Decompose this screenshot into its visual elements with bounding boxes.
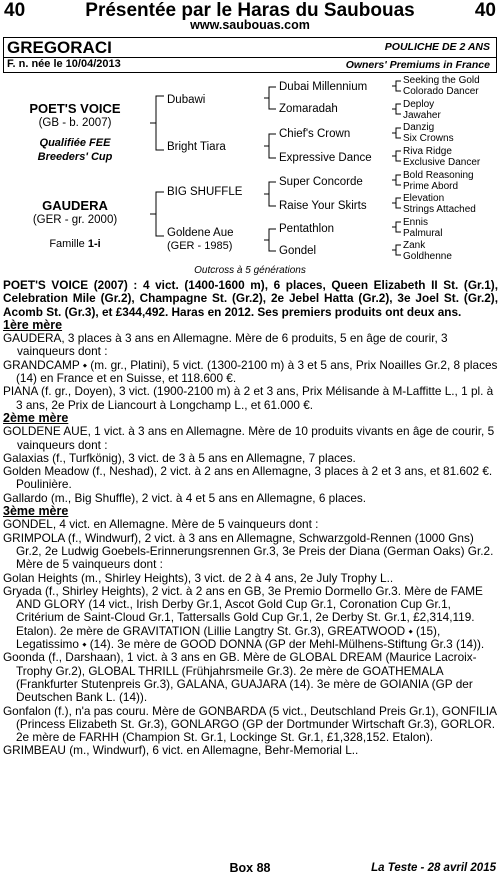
horse-birth: F. n. née le 10/04/2013 [7, 58, 121, 70]
produce-piana: PIANA (f. gr., Doyen), 3 vict. (1900-2100 m) à 2 et 3 ans, Prix Mélisande à M-Laffitte L., 1 pl. à 3 ans, 2e Prix de Liancourt à Longchamp L., et 61.000 €. [3, 384, 494, 412]
gen3-3: Chief's Crown [279, 128, 351, 140]
page-title: Présentée par le Haras du Saubouas [85, 0, 415, 21]
gen4-10: Prime Abord [403, 181, 459, 192]
sire-info: (GB - b. 2007) [38, 117, 112, 129]
lot-number-right: 40 [474, 0, 496, 21]
gen4-6: Six Crowns [403, 133, 454, 144]
sale-place-date: La Teste - 28 avril 2015 [371, 862, 496, 874]
page-header [0, 0, 500, 36]
gen4-8: Exclusive Dancer [403, 157, 481, 168]
gen4-2: Colorado Dancer [403, 86, 479, 97]
owner-premiums-note: Owners' Premiums in France [345, 59, 490, 71]
lot-number-left: 40 [4, 0, 26, 21]
box-number: Box 88 [229, 861, 271, 875]
gen4-1: Seeking the Gold [403, 75, 480, 86]
outcross-caption: Outcross à 5 générations [194, 265, 306, 276]
dam-info: (GER - gr. 2000) [32, 214, 118, 226]
gen3-4: Expressive Dance [279, 152, 372, 164]
horse-name: GREGORACI [7, 38, 112, 57]
produce-grimbeau: GRIMBEAU (m., Windwurf), 6 vict. en Allemagne, Behr-Memorial L.. [3, 743, 359, 758]
gen4-12: Strings Attached [403, 204, 476, 215]
produce-gryada: Gryada (f., Shirley Heights), 2 vict. à 2 ans en GB, 3e Premio Dormello Gr.3. Mère de FAME AND GLORY (14 vict., Irish Derby Gr.1, Ascot Gold Cup Gr.1, Coronation Cup Gr.1, Critérium de Saint-Cloud Gr.1, Tattersalls Gold Cup Gr.1, 2e Derby St. Gr.1, £2,314,119. Etalon). 2e mère de GRAVITATION (Lillie Langtry St. Gr.3), GREATWOOD ⬩ (15), Legatissimo ⬩ (14). 3e mère de GOOD DONNA (GP der Mehl-Mülhens-Stiftung Gr.3 (14)). [3, 583, 485, 652]
catalogue-text [3, 279, 498, 758]
gen4-15: Zank [403, 240, 426, 251]
second-dam-intro: GOLDENE AUE, 1 vict. à 3 ans en Allemagne. Mère de 10 produits vivants en âge de courir, 5 vainqueurs dont : [3, 424, 495, 452]
produce-gonfalon: Gonfalon (f.), n'a pas couru. Mère de GONBARDA (5 vict., Deutschland Preis Gr.1), GONFILIA (Princess Elizabeth St. Gr.3), GONLARGO (GP der Dortmunder Wirtschaft Gr.3), GORLOR. 2e mère de FARHH (Champion St. Gr.1, Lockinge St. Gr.1, £1,328,152. Etalon). [3, 703, 497, 745]
horse-name-box [3, 37, 497, 73]
page-footer [0, 861, 500, 879]
produce-gallardo: Gallardo (m., Big Shuffle), 2 vict. à 4 et 5 ans en Allemagne, 6 places. [3, 490, 367, 505]
dam-name: GAUDERA [42, 198, 108, 213]
gen4-4: Jawaher [403, 110, 441, 121]
gen2-sire-dam: Bright Tiara [167, 141, 226, 153]
horse-sex-age: POULICHE DE 2 ANS [384, 41, 490, 53]
dam-family: Famille 1-i [49, 238, 101, 250]
gen2-dam-sire: BIG SHUFFLE [167, 186, 243, 198]
gen3-1: Dubai Millennium [279, 81, 368, 93]
third-dam-intro: GONDEL, 4 vict. en Allemagne. Mère de 5 vainqueurs dont : [3, 517, 319, 532]
produce-goonda: Goonda (f., Darshaan), 1 vict. à 3 ans en GB. Mère de GLOBAL DREAM (Maurice Lacroix-Trophy Gr.2), GLOBAL THRILL (Frühjahrsmeile Gr.3). 2e mère de GOATHEMALA (Frankfurter Stutenpreis Gr.3), GALANA, GUAJARA (14). 3e mère de GOIANIA (GP der Deutschen Bank L. (14)). [3, 650, 477, 705]
gen4-16: Goldhenne [403, 251, 452, 262]
gen3-6: Raise Your Skirts [279, 200, 367, 212]
gen2-dam-dam-info: (GER - 1985) [167, 240, 233, 252]
sire-name: POET'S VOICE [29, 101, 121, 116]
gen4-13: Ennis [403, 217, 429, 228]
gen3-5: Super Concorde [279, 176, 363, 188]
produce-golan-heights: Golan Heights (m., Shirley Heights), 3 vict. de 2 à 4 ans, 2e July Trophy L.. [3, 570, 394, 585]
gen4-5: Danzig [403, 122, 435, 133]
gen4-7: Riva Ridge [403, 146, 452, 157]
gen2-dam-dam: Goldene Aue [167, 227, 234, 239]
section-first-dam: 1ère mère [3, 317, 63, 332]
gen2-sire-sire: Dubawi [167, 94, 206, 106]
produce-galaxias: Galaxias (f., Turfkönig), 3 vict. de 3 à 5 ans en Allemagne, 7 places. [3, 450, 356, 465]
first-dam-intro: GAUDERA, 3 places à 3 ans en Allemagne. Mère de 6 produits, 5 en âge de courir, 3 vainqueurs dont : [3, 331, 448, 359]
gen3-2: Zomaradah [279, 103, 338, 115]
section-second-dam: 2ème mère [3, 410, 69, 425]
produce-grimpola: GRIMPOLA (f., Windwurf), 2 vict. à 3 ans en Allemagne, Schwarzgold-Rennen (1000 Gns) Gr.2, 2e Ludwig Goebels-Erinnerungsrennen Gr.3, 3e Preis der Diana (German Oaks) Gr.2. Mère de 5 vainqueurs dont : [3, 530, 494, 572]
produce-grandcamp: GRANDCAMP ⬩ (m. gr., Platini), 5 vict. (1300-2100 m) à 3 et 5 ans, Prix Noailles Gr.2, 8 places (14) en France et en Suisse, et 118.600 €. [3, 357, 498, 386]
gen3-7: Pentathlon [279, 223, 334, 235]
section-third-dam: 3ème mère [3, 504, 69, 519]
sire-paragraph: POET'S VOICE (2007) : 4 vict. (1400-1600 m), 6 places, Queen Elizabeth II St. (Gr.1), Celebration Mile (Gr.2), Champagne St. (Gr.2), 2e Jebel Hatta (Gr.2), 3e Joel St. (Gr.2), Acomb St. (Gr.3), et £344,492. Haras en 2012. Ses premiers produits ont deux ans. [3, 278, 498, 319]
sire-note-2: Breeders' Cup [37, 151, 113, 163]
gen4-9: Bold Reasoning [403, 170, 474, 181]
sire-note-1: Qualifiée FEE [39, 137, 111, 149]
gen4-3: Deploy [403, 99, 435, 110]
gen4-11: Elevation [403, 193, 445, 204]
gen4-14: Palmural [403, 228, 443, 239]
pedigree-table [0, 74, 500, 278]
website-link[interactable]: www.saubouas.com [190, 18, 310, 32]
gen3-8: Gondel [279, 245, 317, 257]
produce-golden-meadow: Golden Meadow (f., Neshad), 2 vict. à 2 ans en Allemagne, 3 places à 2 et 3 ans, et 81.602 €. Poulinière. [3, 464, 493, 492]
